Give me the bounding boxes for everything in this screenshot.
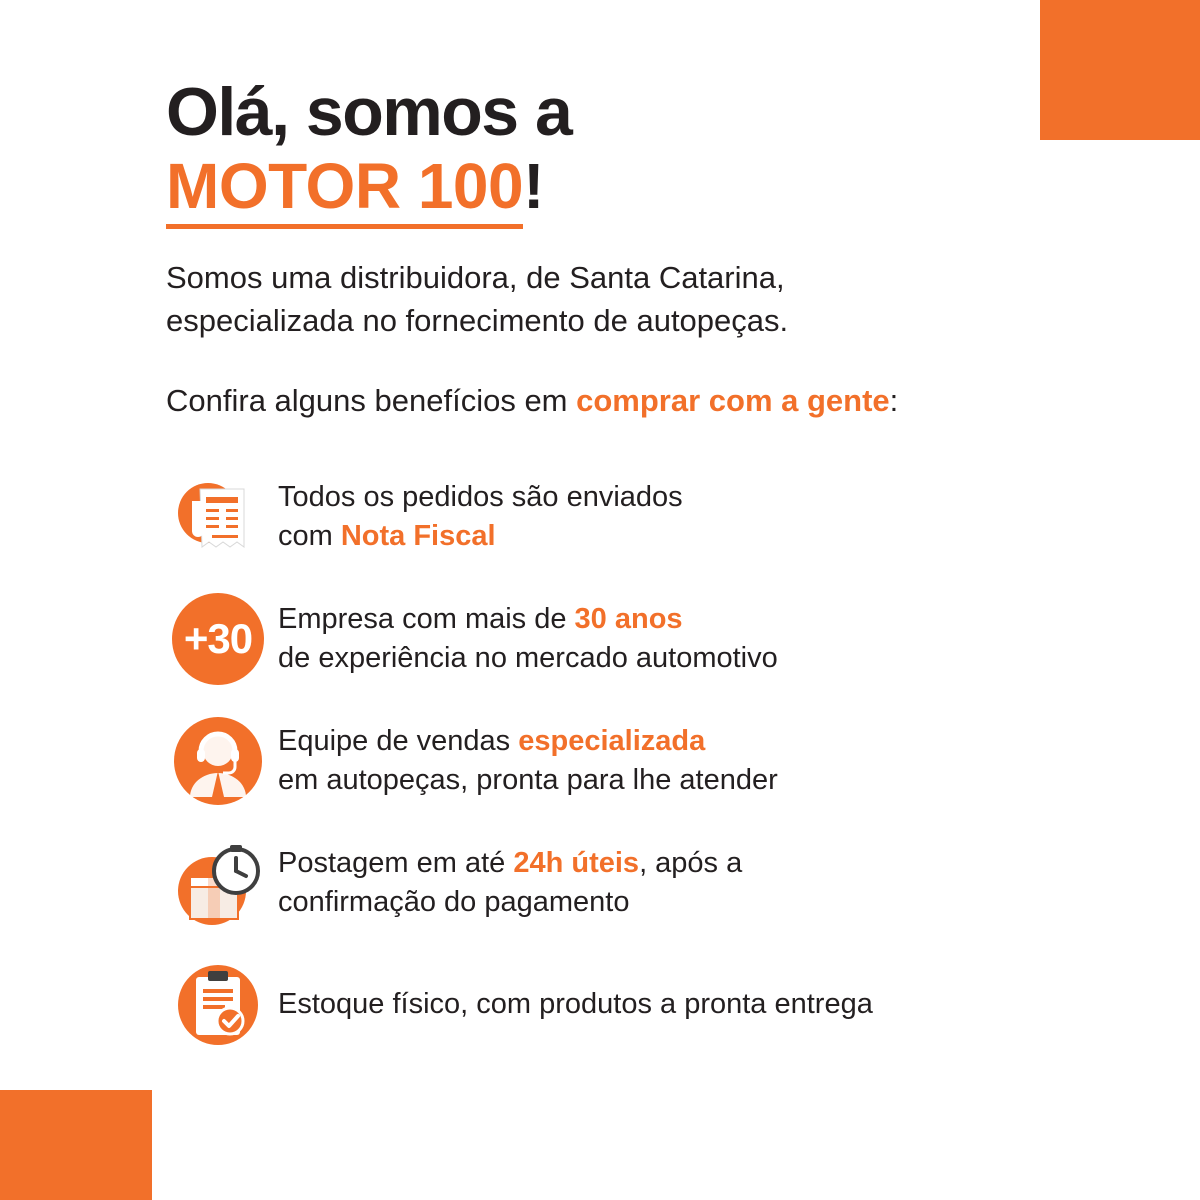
brand-name: MOTOR 100 [166, 150, 523, 229]
benefit-4-line-1-suffix: , após a [639, 847, 743, 879]
list-item [166, 709, 1116, 813]
benefit-1-line-2-prefix: com [278, 519, 341, 552]
benefit-4-line-1-accent: 24h úteis [513, 847, 640, 879]
benefit-1-line-2-accent: Nota Fiscal [340, 519, 496, 552]
benefit-4-line-1-prefix: Postagem em até [278, 847, 514, 879]
list-item [166, 587, 1116, 691]
benefit-3-line-2: em autopeças, pronta para lhe atender [278, 763, 778, 796]
benefits-list [166, 465, 1116, 1057]
brand-name-suffix: ! [523, 150, 544, 223]
benefit-2-line-1-prefix: Empresa com mais de [278, 603, 575, 635]
intro-paragraph [166, 257, 1116, 343]
benefit-text [270, 844, 742, 922]
page-title-line-1: Olá, somos a [166, 74, 572, 150]
clipboard-check-icon [166, 953, 270, 1057]
receipt-icon [166, 465, 270, 569]
intro-line-2: especializada no fornecimento de autopeças. [166, 302, 789, 338]
orange-circle-badge [172, 593, 264, 685]
benefit-5-line-1: Estoque físico, com produtos a pronta entrega [278, 988, 873, 1021]
benefit-text [270, 478, 683, 556]
list-item [166, 465, 1116, 569]
content-container [166, 74, 1116, 1075]
benefits-subhead-suffix: : [889, 382, 899, 418]
benefits-subhead-accent: comprar com a gente [576, 382, 890, 418]
benefit-3-line-1-prefix: Equipe de vendas [278, 725, 519, 757]
intro-line-1: Somos uma distribuidora, de Santa Catarina, [166, 260, 785, 296]
badge-label: +30 [183, 614, 253, 662]
package-stopwatch-icon [166, 831, 270, 935]
benefits-subhead-prefix: Confira alguns benefícios em [166, 382, 577, 418]
benefit-2-line-2: de experiência no mercado automotivo [278, 641, 778, 674]
plus-thirty-badge-icon [166, 587, 270, 691]
sales-agent-icon [166, 709, 270, 813]
benefit-text [270, 985, 873, 1024]
page-title-line-2 [166, 151, 1116, 223]
benefit-text [270, 722, 778, 800]
decorative-square-bottom-left [0, 1090, 152, 1200]
benefit-2-line-1-accent: 30 anos [574, 603, 683, 635]
benefit-4-line-2: confirmação do pagamento [278, 885, 630, 918]
list-item [166, 953, 1116, 1057]
list-item [166, 831, 1116, 935]
benefits-subhead [166, 381, 1116, 421]
benefit-1-line-1: Todos os pedidos são enviados [278, 481, 683, 513]
benefit-text [270, 600, 778, 678]
benefit-3-line-1-accent: especializada [518, 725, 706, 757]
